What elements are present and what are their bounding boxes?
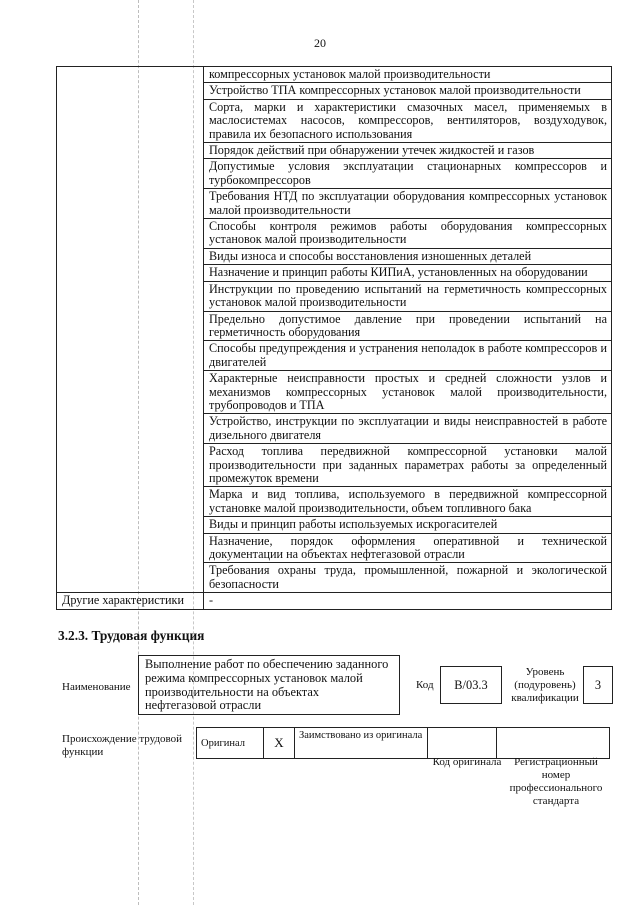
original-label: Оригинал (197, 728, 264, 759)
knowledge-item: Расход топлива передвижной компрессорной установки малой производительности при заданных параметрах работы за определенный промежуток времени (204, 444, 612, 487)
origin-row (197, 728, 610, 759)
qualification-level-box: 3 (583, 666, 613, 704)
knowledge-item: компрессорных установок малой производительности (204, 67, 612, 83)
function-code-box: B/03.3 (440, 666, 502, 704)
knowledge-item: Устройство ТПА компрессорных установок малой производительности (204, 83, 612, 99)
function-name-box: Выполнение работ по обеспечению заданного режима компрессорных установок малой производительности на объектах нефтегазовой отрасли (138, 655, 400, 715)
knowledge-item: Способы предупреждения и устранения неполадок в работе компрессоров и двигателей (204, 341, 612, 371)
origin-table (196, 727, 610, 759)
knowledge-item: Назначение и принцип работы КИПиА, установленных на оборудовании (204, 265, 612, 281)
knowledge-item: Порядок действий при обнаружении утечек жидкостей и газов (204, 143, 612, 159)
knowledge-item: Сорта, марки и характеристики смазочных масел, применяемых в маслосистемах насосов, компрессоров, вентиляторов, воздуходувок, правила их безопасного использования (204, 99, 612, 142)
section-heading: 3.2.3. Трудовая функция (58, 628, 205, 643)
knowledge-item: Устройство, инструкции по эксплуатации и виды неисправностей в работе дизельного двигателя (204, 414, 612, 444)
knowledge-item: Инструкции по проведению испытаний на герметичность компрессорных установок малой производительности (204, 281, 612, 311)
original-code-caption: Код оригинала (432, 756, 502, 768)
knowledge-item: Требования охраны труда, промышленной, пожарной и экологической безопасности (204, 563, 612, 593)
knowledge-table (56, 66, 612, 610)
knowledge-item: Требования НТД по эксплуатации оборудования компрессорных установок малой производительности (204, 189, 612, 219)
knowledge-item: Марка и вид топлива, используемого в передвижной компрессорной установке малой производительности, объем топливного бака (204, 487, 612, 517)
original-mark: X (264, 728, 295, 759)
merged-label-cell (57, 67, 204, 593)
knowledge-item: Предельно допустимое давление при проведении испытаний на герметичность оборудования (204, 311, 612, 341)
knowledge-item: Виды и принцип работы используемых искрогасителей (204, 517, 612, 533)
registration-number-cell (497, 728, 610, 759)
registration-number-caption: Регистрационный номер профессионального стандарта (509, 756, 603, 807)
knowledge-row (57, 67, 612, 83)
knowledge-item: Назначение, порядок оформления оперативной и технической документации на объектах нефтегазовой отрасли (204, 533, 612, 563)
knowledge-table-body (57, 67, 612, 593)
name-label: Наименование (62, 681, 131, 693)
page-number: 20 (314, 36, 326, 50)
qualification-level-label: Уровень (подуровень) квалификации (511, 666, 579, 704)
knowledge-item: Допустимые условия эксплуатации стационарных компрессоров и турбокомпрессоров (204, 159, 612, 189)
origin-label: Происхождение трудовой функции (62, 733, 183, 758)
other-characteristics-label: Другие характеристики (57, 593, 204, 609)
other-characteristics-row (57, 593, 612, 609)
original-code-cell (428, 728, 497, 759)
knowledge-item: Виды износа и способы восстановления изношенных деталей (204, 248, 612, 264)
knowledge-item: Способы контроля режимов работы оборудования компрессорных установок малой производительности (204, 219, 612, 249)
other-characteristics-value: - (204, 593, 612, 609)
code-label: Код (416, 679, 434, 691)
knowledge-item: Характерные неисправности простых и средней сложности узлов и механизмов компрессорных установок малой производительности, трубопроводов и ТПА (204, 371, 612, 414)
borrowed-label: Заимствовано из оригинала (295, 728, 428, 759)
